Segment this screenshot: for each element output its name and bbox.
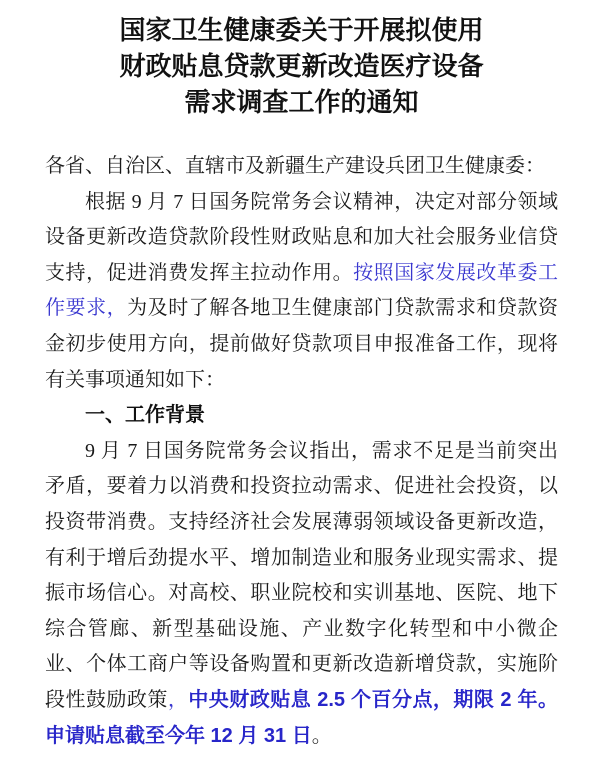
section-heading-work-background: 一、工作背景	[85, 404, 205, 427]
intro-blue-reference-text: 按照国家发展改革委工作要求，	[45, 261, 558, 320]
title-line-2: 财政贴息贷款更新改造医疗设备	[119, 52, 484, 81]
background-text-black: 9 月 7 日国务院常务会议指出，需求不足是当前突出矛盾，要着力以消费和投资拉动需求、促进社会投资，以投资带消费。支持经济社会发展薄弱领域设备更新改造，有利于增后劲提水平、增加制造业和服务业现实需求、提振市场信心。对高校、职业院校和实训基地、医院、地下综合管廊、新型基础设施、产业数字化转型和中小微企业、个体工商户等设备购置和更新改造新增贷款，实施阶段性鼓励政策	[45, 439, 558, 711]
background-paragraph	[45, 434, 558, 754]
intro-paragraph	[45, 185, 558, 399]
salutation-line: 各省、自治区、直辖市及新疆生产建设兵团卫生健康委：	[45, 155, 545, 177]
title-line-1: 国家卫生健康委关于开展拟使用	[119, 16, 484, 45]
intro-text-after-blue: 为及时了解各地卫生健康部门贷款需求和贷款资金初步使用方向，提前做好贷款项目申报准备工作，现将有关事项通知如下：	[45, 297, 559, 391]
title-line-3: 需求调查工作的通知	[184, 88, 419, 117]
background-blue-comma: ，	[167, 688, 189, 711]
document-title	[45, 13, 558, 121]
background-final-period: 。	[311, 724, 332, 747]
intro-text-before-blue: 根据 9 月 7 日国务院常务会议精神，决定对部分领域设备更新改造贷款阶段性财政贴息和加大社会服务业信贷支持，促进消费发挥主拉动作用。	[45, 190, 558, 284]
background-blue-bold-policy-text: 中央财政贴息 2.5 个百分点，期限 2 年。申请贴息截至今年 12 月 31 日	[45, 688, 559, 747]
